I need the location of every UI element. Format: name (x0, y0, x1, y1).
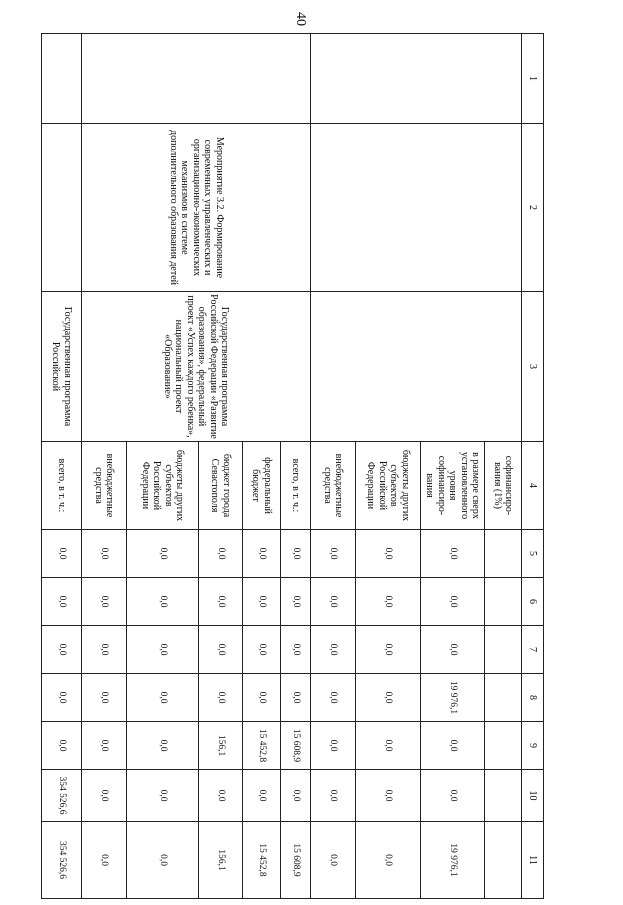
value-cell: 0,0 (281, 530, 311, 578)
value-cell: 15 608,9 (281, 822, 311, 899)
cell-col2 (311, 124, 522, 292)
value-cell: 0,0 (281, 770, 311, 822)
value-cell: 15 608,9 (281, 722, 311, 770)
value-cell: 0,0 (127, 626, 199, 674)
value-cell: 0,0 (356, 822, 421, 899)
value-cell: 0,0 (243, 578, 281, 626)
value-cell (485, 578, 522, 626)
value-cell: 0,0 (356, 578, 421, 626)
value-cell: 0,0 (42, 530, 82, 578)
value-cell: 0,0 (311, 822, 356, 899)
value-cell: 0,0 (42, 578, 82, 626)
funding-source: софинансиро-вания (1%) (485, 442, 522, 530)
value-cell (485, 822, 522, 899)
value-cell: 0,0 (243, 770, 281, 822)
value-cell: 0,0 (356, 770, 421, 822)
cell-col1 (42, 34, 82, 124)
value-cell: 19 976,1 (421, 674, 485, 722)
value-cell (485, 626, 522, 674)
value-cell: 0,0 (421, 770, 485, 822)
cell-col2 (42, 124, 82, 292)
value-cell: 15 452,8 (243, 822, 281, 899)
value-cell: 354 526,6 (42, 770, 82, 822)
value-cell: 0,0 (127, 530, 199, 578)
value-cell (485, 674, 522, 722)
value-cell: 0,0 (421, 722, 485, 770)
value-cell: 0,0 (127, 770, 199, 822)
funding-source: внебюджетные средства (311, 442, 356, 530)
value-cell: 0,0 (82, 578, 127, 626)
header-cell: 3 (522, 292, 544, 442)
value-cell: 0,0 (82, 674, 127, 722)
value-cell: 0,0 (356, 530, 421, 578)
value-cell: 0,0 (311, 722, 356, 770)
cell-col1 (82, 34, 311, 124)
value-cell: 156,1 (199, 822, 243, 899)
value-cell: 0,0 (199, 626, 243, 674)
value-cell: 156,1 (199, 722, 243, 770)
funding-source: всего, в т. ч.: (281, 442, 311, 530)
value-cell: 0,0 (311, 578, 356, 626)
funding-source: бюджеты других субъектов Российской Федерации (127, 442, 199, 530)
header-cell: 11 (522, 822, 544, 899)
value-cell (485, 530, 522, 578)
value-cell: 0,0 (199, 674, 243, 722)
value-cell: 0,0 (356, 626, 421, 674)
funding-source: бюджет города Севастополя (199, 442, 243, 530)
value-cell: 0,0 (311, 770, 356, 822)
value-cell: 0,0 (281, 626, 311, 674)
value-cell: 0,0 (42, 722, 82, 770)
header-cell: 7 (522, 626, 544, 674)
cell-col3 (311, 292, 522, 442)
value-cell: 0,0 (42, 674, 82, 722)
value-cell: 0,0 (127, 674, 199, 722)
value-cell: 354 526,6 (42, 822, 82, 899)
value-cell: 0,0 (311, 674, 356, 722)
value-cell: 0,0 (421, 578, 485, 626)
funding-source: всего, в т. ч.: (42, 442, 82, 530)
value-cell: 0,0 (82, 770, 127, 822)
header-cell: 10 (522, 770, 544, 822)
table-row (281, 34, 311, 899)
header-cell: 5 (522, 530, 544, 578)
budget-table (41, 33, 544, 899)
value-cell: 0,0 (82, 530, 127, 578)
table-row (42, 34, 82, 899)
value-cell: 0,0 (311, 626, 356, 674)
header-row (522, 34, 544, 899)
value-cell: 0,0 (127, 822, 199, 899)
value-cell: 0,0 (311, 530, 356, 578)
value-cell (485, 722, 522, 770)
header-cell: 6 (522, 578, 544, 626)
funding-source: внебюджетные средства (82, 442, 127, 530)
value-cell: 0,0 (199, 578, 243, 626)
value-cell: 0,0 (356, 674, 421, 722)
value-cell: 0,0 (127, 578, 199, 626)
value-cell: 0,0 (127, 722, 199, 770)
measure-name: Мероприятие 3.2. Формирование современных управленческих и организационно-экономических механизмов в системе дополнительного образования детей (82, 124, 311, 292)
value-cell: 0,0 (281, 578, 311, 626)
funding-source: в размере сверх установленного уровня софинансиро-вания (421, 442, 485, 530)
cell-col1 (311, 34, 522, 124)
value-cell: 0,0 (199, 530, 243, 578)
value-cell: 0,0 (356, 722, 421, 770)
header-cell: 8 (522, 674, 544, 722)
value-cell: 0,0 (199, 770, 243, 822)
value-cell: 0,0 (82, 822, 127, 899)
value-cell: 19 976,1 (421, 822, 485, 899)
value-cell: 0,0 (243, 626, 281, 674)
program-name: Государственная программа Российской (42, 292, 82, 442)
value-cell: 0,0 (281, 674, 311, 722)
program-name: Государственная программа Российской Федерации «Развитие образования», федеральный проект «Успех каждого ребенка», национальный проект «Образование» (82, 292, 311, 442)
value-cell (485, 770, 522, 822)
funding-source: федеральный бюджет (243, 442, 281, 530)
header-cell: 4 (522, 442, 544, 530)
value-cell: 0,0 (243, 530, 281, 578)
value-cell: 0,0 (421, 530, 485, 578)
funding-source: бюджеты других субъектов Российской Федерации (356, 442, 421, 530)
value-cell: 0,0 (243, 674, 281, 722)
header-cell: 2 (522, 124, 544, 292)
budget-table-wrapper (50, 33, 544, 898)
table-row (485, 34, 522, 899)
header-cell: 9 (522, 722, 544, 770)
header-cell: 1 (522, 34, 544, 124)
value-cell: 15 452,8 (243, 722, 281, 770)
value-cell: 0,0 (82, 626, 127, 674)
value-cell: 0,0 (421, 626, 485, 674)
page-number: 40 (293, 12, 308, 26)
value-cell: 0,0 (42, 626, 82, 674)
value-cell: 0,0 (82, 722, 127, 770)
